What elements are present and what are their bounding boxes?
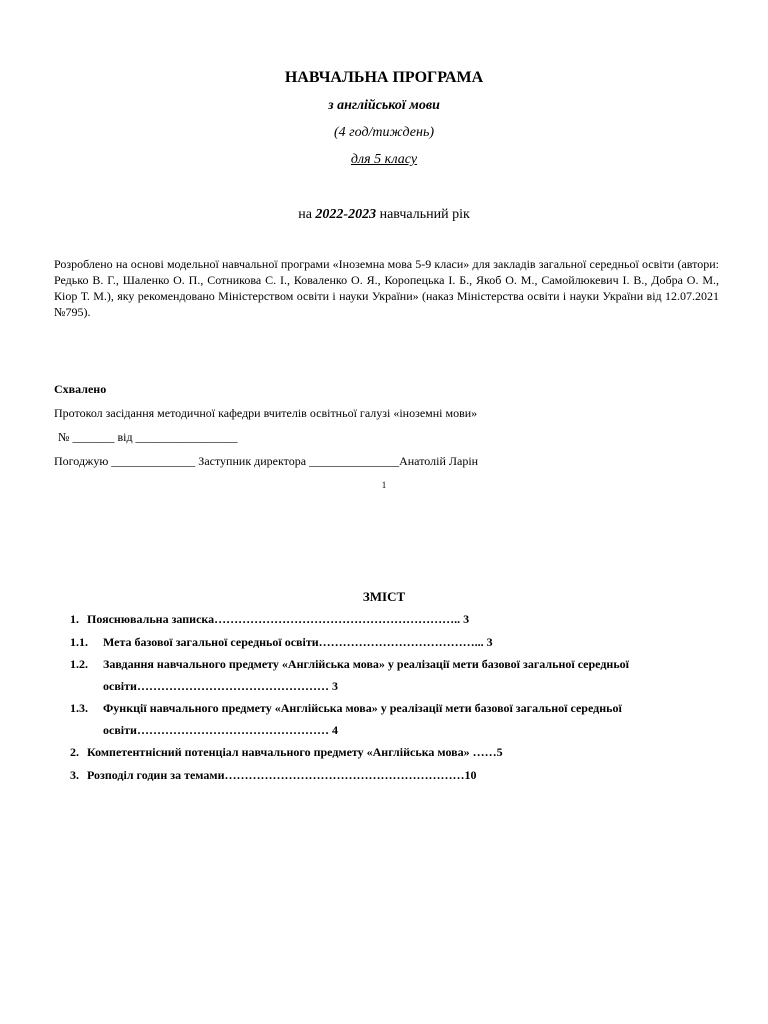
- toc-item[interactable]: [70, 768, 476, 783]
- hours-per-week: (4 год/тиждень): [334, 125, 434, 140]
- toc-item-label: Пояснювальна записка…………………………………………………….. 3: [87, 612, 470, 626]
- page-number: 1: [381, 480, 387, 490]
- protocol-number-line: № _______ від _________________: [58, 430, 238, 444]
- toc-item-label: Мета базової загальної середньої освіти…………………………………... 3: [103, 635, 493, 649]
- toc-item-label: Компетентнісний потенціал навчального предмету «Англійська мова» ……5: [87, 745, 503, 759]
- toc-item[interactable]: [70, 745, 503, 760]
- toc-item-number: 2.: [70, 745, 79, 759]
- toc-item-number: 3.: [70, 768, 79, 782]
- toc-item-label: Функції навчального предмету «Англійська мова» у реалізації мети базової загальної середньої: [103, 701, 622, 715]
- document-subject: з англійської мови: [328, 98, 440, 113]
- program-description: Розроблено на основі модельної навчальної програми «Іноземна мова 5-9 класи» для закладів загальної середньої освіти (автори: Редько В. Г., Шаленко О. П., Сотникова С. І., Коваленко О. Я., Коропецька І. Б., Якоб О. М., Самойлюкевич І. В., Добра О. М., Кіор Т. М.), яку рекомендовано Міністерством освіти і науки України» (наказ Міністерства освіти і науки України від 12.07.2021 №795).: [54, 257, 719, 319]
- approval-protocol: Протокол засідання методичної кафедри вчителів освітньої галузі «іноземні мови»: [54, 406, 478, 420]
- academic-year-value: 2022-2023: [315, 207, 377, 222]
- toc-item-number: 1.2.: [70, 657, 88, 671]
- toc-item-label: освіти………………………………………… 3: [103, 679, 338, 693]
- toc-item-number: 1.1.: [70, 635, 88, 649]
- agreement-line: Погоджую ______________ Заступник директора _______________Анатолій Ларін: [54, 454, 479, 468]
- document-title: НАВЧАЛЬНА ПРОГРАМА: [284, 69, 484, 86]
- approval-title: Схвалено: [54, 382, 107, 396]
- toc-item[interactable]: [70, 612, 469, 627]
- toc-item-label: Розподіл годин за темами……………………………………………………10: [87, 768, 477, 782]
- toc-item[interactable]: [70, 635, 493, 650]
- grade-level: для 5 класу: [350, 152, 418, 167]
- academic-year-suffix: навчальний рік: [376, 207, 470, 222]
- toc-item-continuation[interactable]: [103, 723, 338, 738]
- toc-item-label: Завдання навчального предмету «Англійська мова» у реалізації мети базової загальної середньої: [103, 657, 630, 671]
- toc-item-continuation[interactable]: [103, 679, 338, 694]
- toc-item[interactable]: [70, 657, 629, 672]
- toc-item-number: 1.: [70, 612, 79, 626]
- toc-title: ЗМІСТ: [362, 589, 406, 604]
- academic-year-prefix: на: [298, 207, 316, 222]
- toc-item-label: освіти………………………………………… 4: [103, 723, 338, 737]
- academic-year: [0, 207, 768, 223]
- toc-item-number: 1.3.: [70, 701, 88, 715]
- toc-item[interactable]: [70, 701, 622, 716]
